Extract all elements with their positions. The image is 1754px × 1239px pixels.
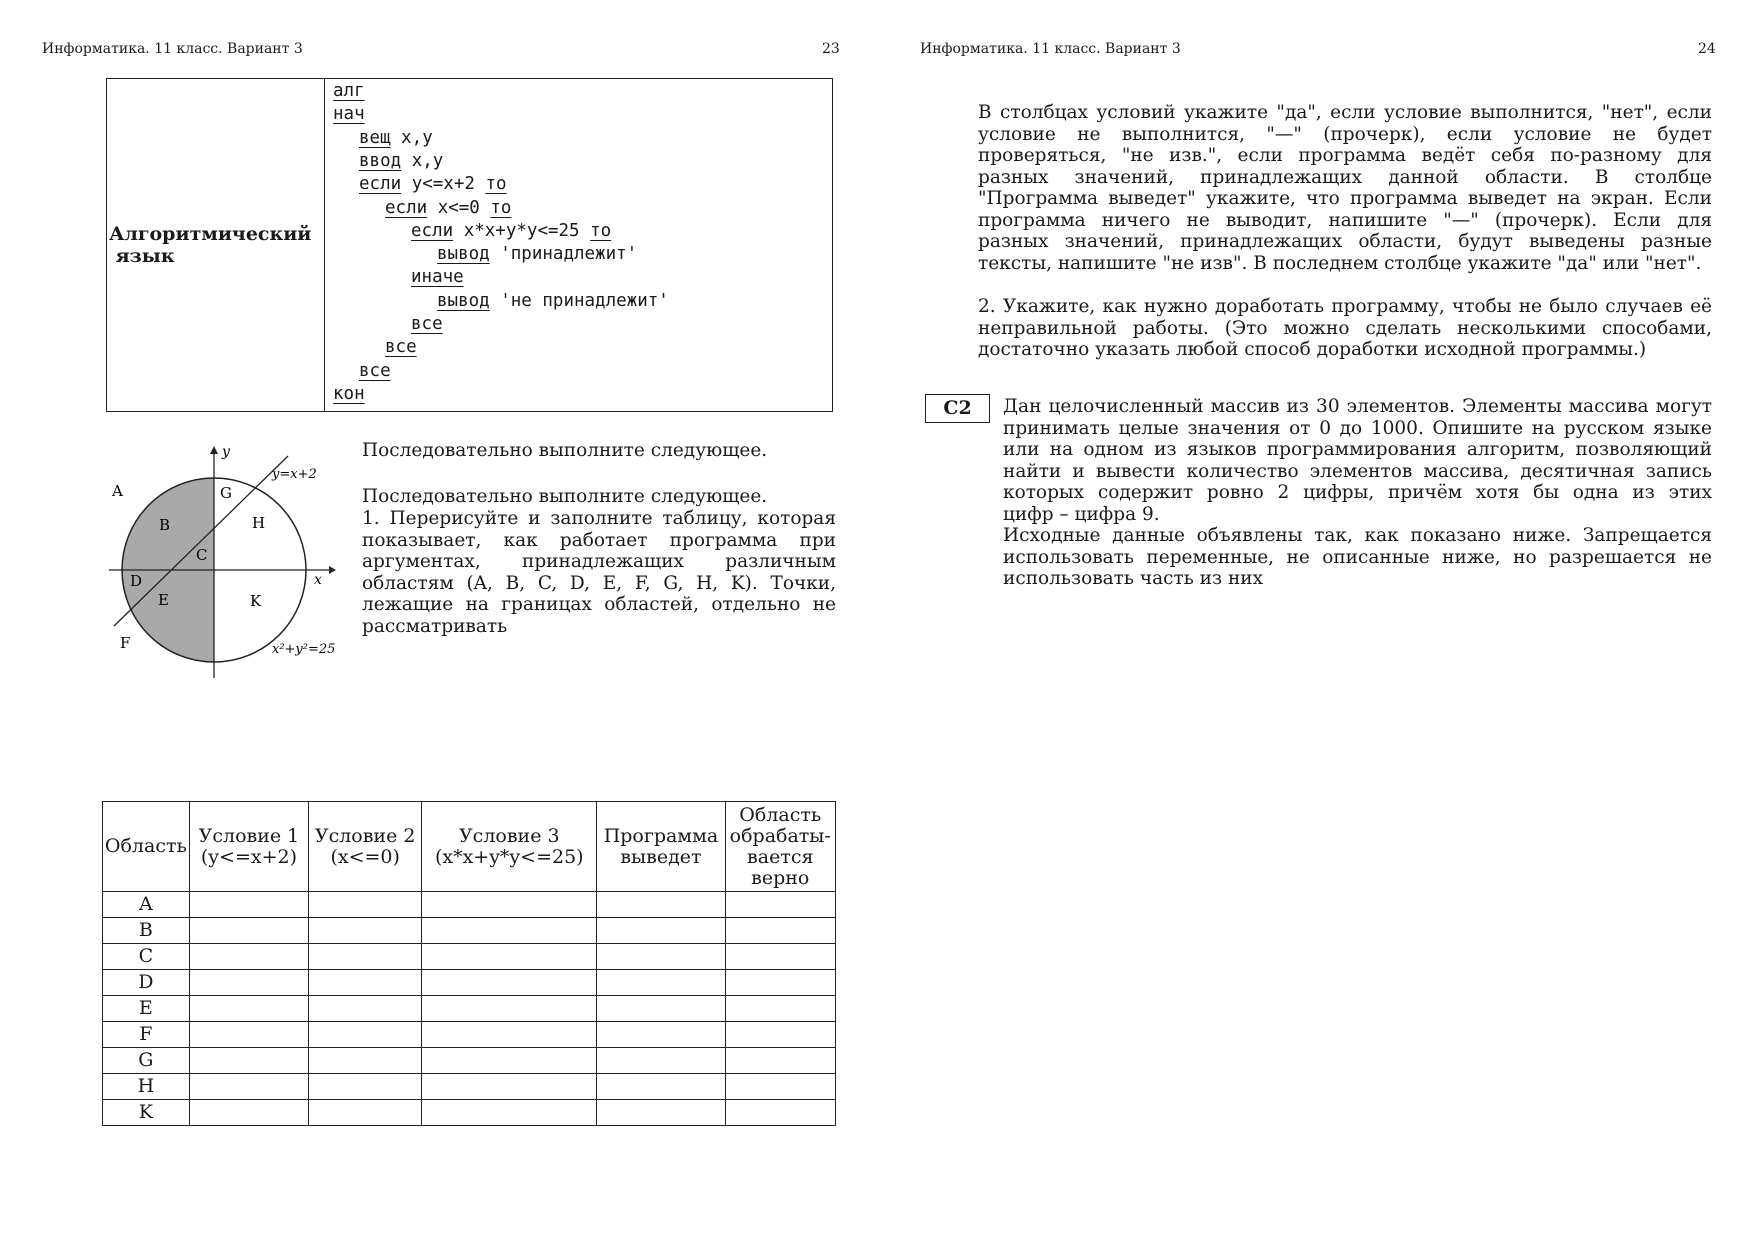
regions-diagram bbox=[104, 438, 354, 688]
intro-text-1: Последовательно выполните следующее. bbox=[362, 440, 768, 461]
code-keyword: ввод bbox=[359, 150, 402, 171]
code-line bbox=[333, 81, 365, 101]
code-text: x<=0 bbox=[427, 197, 491, 218]
code-keyword: все bbox=[411, 314, 443, 334]
table-row bbox=[103, 1022, 836, 1048]
code-line bbox=[333, 384, 365, 404]
left-page-number: 23 bbox=[822, 41, 840, 57]
right-header-title: Информатика. 11 класс. Вариант 3 bbox=[920, 41, 1181, 57]
code-keyword: все bbox=[359, 360, 391, 381]
table-row bbox=[103, 918, 836, 944]
table-cell bbox=[597, 1074, 725, 1100]
table-cell bbox=[309, 996, 422, 1022]
table-cell bbox=[597, 944, 725, 970]
table-cell bbox=[309, 892, 422, 918]
text-line: неправильной работы. (Это можно сделать несколькими способами, bbox=[978, 317, 1712, 339]
table-cell bbox=[189, 1048, 308, 1074]
code-line bbox=[411, 221, 611, 241]
text-line: проверяться, "не изв.", если программа ведёт себя по-разному для bbox=[978, 145, 1712, 166]
table-row bbox=[103, 1100, 836, 1126]
table-cell bbox=[189, 970, 308, 996]
table-cell bbox=[189, 1074, 308, 1100]
text-line: достаточно указать любой способ доработки исходной программы.) bbox=[978, 339, 1647, 360]
table-cell bbox=[309, 1100, 422, 1126]
region-label-E: E bbox=[158, 591, 169, 609]
text-line: использовать переменные, не описанные ниже, но разрешается не bbox=[1003, 546, 1712, 568]
code-keyword: если bbox=[411, 220, 454, 241]
table-row-label: G bbox=[103, 1048, 190, 1074]
text-line: рассматривать bbox=[362, 615, 508, 637]
intro-text-2: Последовательно выполните следующее. bbox=[362, 486, 768, 507]
code-line bbox=[385, 198, 511, 218]
code-keyword: если bbox=[385, 197, 428, 218]
region-label-C: C bbox=[196, 546, 208, 564]
x-axis-arrow bbox=[329, 566, 336, 574]
code-line bbox=[437, 291, 669, 311]
table-header-line: Область bbox=[739, 803, 822, 826]
code-line bbox=[359, 361, 391, 381]
text-line: Дан целочисленный массив из 30 элементов. Элементы массива могут bbox=[1003, 396, 1712, 417]
left-header-title: Информатика. 11 класс. Вариант 3 bbox=[42, 41, 303, 57]
c2-task-label: C2 bbox=[925, 394, 990, 423]
code-line bbox=[411, 314, 443, 334]
table-row-label: B bbox=[103, 918, 190, 944]
code-keyword: то bbox=[590, 220, 612, 241]
table-cell bbox=[725, 944, 835, 970]
table-header-line: Условие 1 bbox=[198, 824, 300, 847]
text-line: Исходные данные объявлены так, как показано ниже. Запрещается bbox=[1003, 525, 1712, 546]
text-line: тексты, напишите "не изв". В последнем столбце укажите "да" или "нет". bbox=[978, 252, 1702, 274]
table-body bbox=[103, 892, 836, 1126]
text-line: разных значений, принадлежащих области, будут выведены разные bbox=[978, 231, 1712, 252]
table-cell bbox=[189, 996, 308, 1022]
region-label-H: H bbox=[252, 514, 266, 532]
code-line bbox=[411, 267, 464, 287]
x-axis-label: x bbox=[314, 572, 322, 588]
table-header-line: обрабаты- bbox=[729, 824, 831, 847]
table-cell bbox=[189, 892, 308, 918]
table-cell bbox=[597, 1022, 725, 1048]
code-line bbox=[333, 104, 365, 124]
code-keyword: если bbox=[359, 174, 402, 195]
code-text: 'не принадлежит' bbox=[489, 290, 669, 311]
table-header-line: вается bbox=[747, 845, 814, 868]
code-keyword: вывод bbox=[437, 244, 490, 265]
table-cell bbox=[422, 1074, 597, 1100]
y-axis-arrow bbox=[210, 446, 218, 454]
text-line: найти и вывести количество элементов массива, десятичная запись bbox=[1003, 460, 1712, 482]
code-keyword: нач bbox=[333, 104, 365, 125]
table-row-label: F bbox=[103, 1022, 190, 1048]
table-cell bbox=[725, 892, 835, 918]
code-text: x,y bbox=[390, 127, 433, 148]
table-row bbox=[103, 944, 836, 970]
code-language-label bbox=[109, 223, 311, 267]
text-line: принимать целые значения от 0 до 1000. Опишите на русском языке bbox=[1003, 417, 1712, 439]
code-text: 'принадлежит' bbox=[489, 244, 638, 265]
code-keyword: кон bbox=[333, 383, 365, 404]
table-header-line: (x<=0) bbox=[330, 845, 400, 868]
code-box bbox=[106, 78, 833, 412]
table-header-cell bbox=[309, 802, 422, 892]
table-header-line: Условие 2 bbox=[314, 824, 416, 847]
text-line: областям (A, B, C, D, E, F, G, H, K). Точки, bbox=[362, 572, 836, 594]
table-row-label: E bbox=[103, 996, 190, 1022]
table-header-cell bbox=[597, 802, 725, 892]
text-line: 2. Укажите, как нужно доработать программу, чтобы не было случаев её bbox=[978, 296, 1712, 317]
table-header-cell bbox=[189, 802, 308, 892]
table-header-cell bbox=[103, 802, 190, 892]
code-label-cell bbox=[107, 79, 325, 411]
region-label-F: F bbox=[120, 634, 131, 652]
code-label-line2: язык bbox=[109, 245, 175, 267]
code-text: x*x+y*y<=25 bbox=[453, 220, 591, 241]
table-cell bbox=[309, 918, 422, 944]
table-cell bbox=[725, 918, 835, 944]
region-label-B: B bbox=[159, 516, 171, 534]
code-line bbox=[359, 128, 433, 148]
table-cell bbox=[189, 944, 308, 970]
table-cell bbox=[422, 970, 597, 996]
table-header-line: (x*x+y*y<=25) bbox=[434, 845, 584, 868]
table-header-line: выведет bbox=[620, 845, 702, 868]
code-keyword: вещ bbox=[359, 127, 391, 148]
table-row-label: C bbox=[103, 944, 190, 970]
table-row bbox=[103, 892, 836, 918]
table-cell bbox=[309, 1048, 422, 1074]
text-line: условие не выполнится, "—" (прочерк), если условие не будет bbox=[978, 123, 1712, 145]
table-cell bbox=[597, 1048, 725, 1074]
table-cell bbox=[597, 996, 725, 1022]
table-cell bbox=[189, 918, 308, 944]
instructions-paragraph bbox=[978, 102, 1712, 274]
table-cell bbox=[422, 996, 597, 1022]
circle-equation-label: x²+y²=25 bbox=[272, 642, 336, 657]
code-line bbox=[359, 174, 507, 194]
right-page-number: 24 bbox=[1698, 41, 1716, 57]
text-line: программа ничего не выводит, напишите "—" (прочерк). Если для bbox=[978, 209, 1712, 231]
text-line: лежащие на границах областей, отдельно не bbox=[362, 594, 836, 615]
table-cell bbox=[422, 892, 597, 918]
text-line: цифр – цифра 9. bbox=[1003, 503, 1160, 525]
table-cell bbox=[725, 1022, 835, 1048]
code-line bbox=[437, 244, 637, 264]
text-line: показывает, как работает программа при bbox=[362, 529, 836, 551]
table-cell bbox=[725, 996, 835, 1022]
table-header-line: Программа bbox=[603, 824, 719, 847]
table-cell bbox=[309, 1022, 422, 1048]
c2-task-text bbox=[1003, 396, 1712, 590]
region-label-D: D bbox=[130, 572, 143, 590]
code-text: x,y bbox=[401, 150, 444, 171]
table-header-line: Условие 3 bbox=[458, 824, 560, 847]
table-cell bbox=[422, 918, 597, 944]
table-cell bbox=[725, 970, 835, 996]
table-row bbox=[103, 1048, 836, 1074]
region-label-G: G bbox=[220, 484, 232, 502]
code-label-line1: Алгоритмический bbox=[109, 223, 312, 245]
code-text: y<=x+2 bbox=[401, 174, 486, 195]
text-line: аргументах, принадлежащих различным bbox=[362, 551, 836, 572]
table-cell bbox=[309, 970, 422, 996]
table-row-label: D bbox=[103, 970, 190, 996]
table-cell bbox=[309, 944, 422, 970]
table-header-cell bbox=[422, 802, 597, 892]
table-cell bbox=[309, 1074, 422, 1100]
text-line: разных значений, принадлежащих данной области. В столбце bbox=[978, 166, 1712, 188]
y-axis-label: y bbox=[222, 444, 230, 460]
table-header-cell bbox=[725, 802, 835, 892]
table-cell bbox=[422, 1048, 597, 1074]
text-line: использовать часть из них bbox=[1003, 568, 1264, 589]
code-keyword: алг bbox=[333, 81, 365, 101]
table-row bbox=[103, 970, 836, 996]
results-table bbox=[102, 801, 836, 1126]
table-cell bbox=[725, 1074, 835, 1100]
text-line: 1. Перерисуйте и заполните таблицу, которая bbox=[362, 508, 836, 529]
task1-text bbox=[362, 508, 836, 637]
text-line: "Программа выведет" укажите, что программа выведет на экран. Если bbox=[978, 188, 1712, 209]
table-header-line: верно bbox=[751, 866, 810, 889]
table-row bbox=[103, 996, 836, 1022]
table-cell bbox=[422, 1022, 597, 1048]
table-row-label: A bbox=[103, 892, 190, 918]
text-line: В столбцах условий укажите "да", если условие выполнится, "нет", если bbox=[978, 102, 1712, 123]
line-equation-label: y=x+2 bbox=[272, 467, 317, 482]
text-line: или на одном из языков программирования алгоритм, позволяющий bbox=[1003, 439, 1712, 460]
table-row bbox=[103, 1074, 836, 1100]
table-header-line: Область bbox=[104, 835, 187, 857]
code-keyword: то bbox=[485, 174, 507, 195]
table-cell bbox=[189, 1022, 308, 1048]
table-cell bbox=[597, 970, 725, 996]
region-label-A: A bbox=[112, 482, 123, 500]
code-line bbox=[385, 337, 417, 357]
table-cell bbox=[422, 944, 597, 970]
table-cell bbox=[597, 892, 725, 918]
table-cell bbox=[189, 1100, 308, 1126]
code-area bbox=[327, 79, 827, 409]
code-keyword: иначе bbox=[411, 267, 464, 288]
table-row-label: K bbox=[103, 1100, 190, 1126]
table-cell bbox=[725, 1048, 835, 1074]
code-keyword: все bbox=[385, 337, 417, 358]
code-keyword: вывод bbox=[437, 290, 490, 311]
table-cell bbox=[422, 1100, 597, 1126]
text-line: которых содержит ровно 2 цифры, причём хотя бы одна из этих bbox=[1003, 482, 1712, 503]
table-cell bbox=[597, 918, 725, 944]
table-cell bbox=[725, 1100, 835, 1126]
code-line bbox=[359, 151, 443, 171]
task2-paragraph bbox=[978, 296, 1712, 361]
region-label-K: K bbox=[250, 592, 262, 610]
table-row-label: H bbox=[103, 1074, 190, 1100]
table-header-line: (y<=x+2) bbox=[200, 845, 298, 868]
code-keyword: то bbox=[490, 197, 512, 218]
table-header-row bbox=[103, 802, 836, 892]
table-cell bbox=[597, 1100, 725, 1126]
